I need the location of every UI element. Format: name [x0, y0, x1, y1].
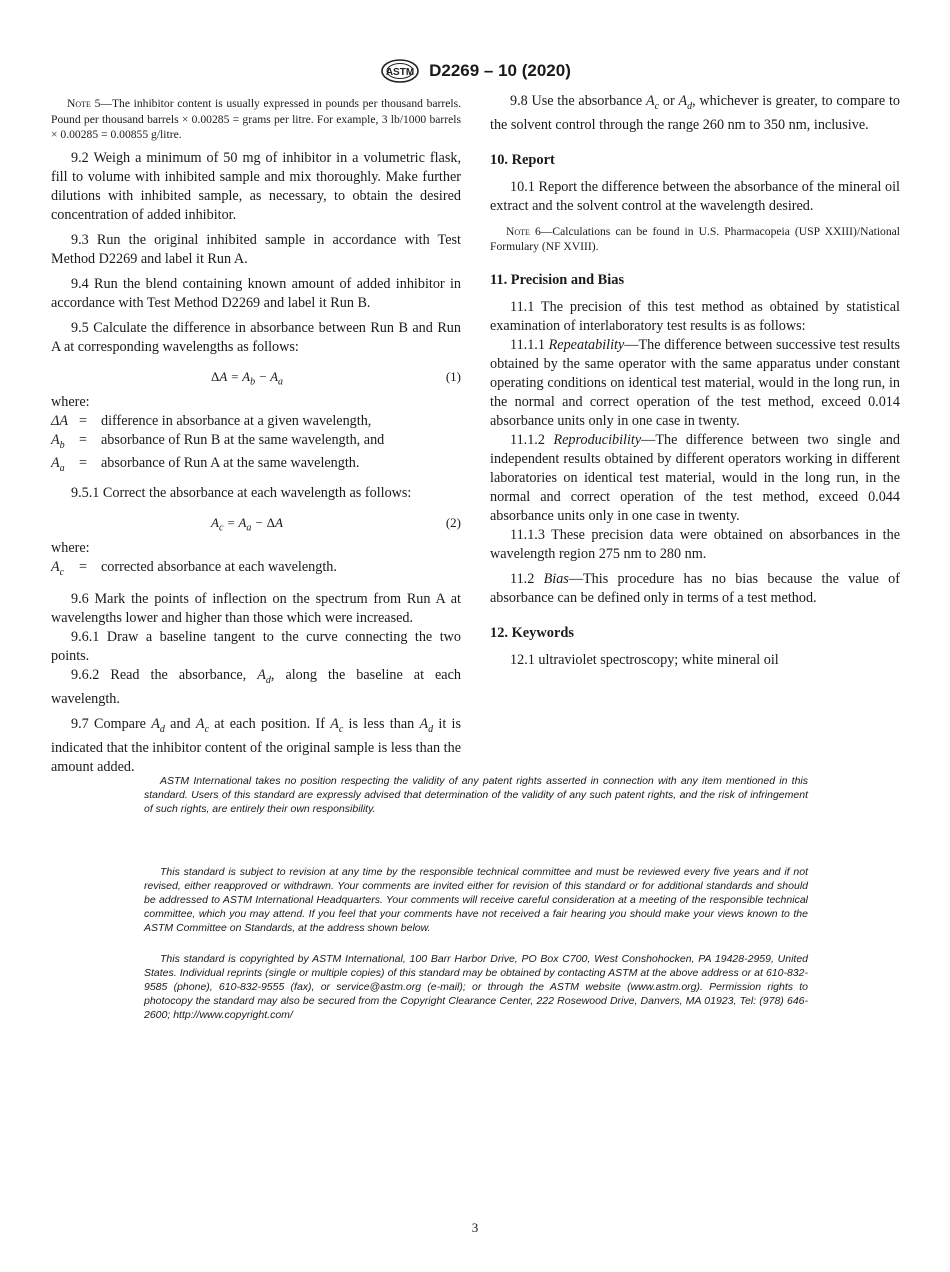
- para-11-1-3: 11.1.3 These precision data were obtained on absorbances in the wavelength region 275 nm to 280 nm.: [490, 526, 900, 562]
- para-12-1: 12.1 ultraviolet spectroscopy; white mineral oil: [510, 651, 779, 668]
- footer-patent-notice: ASTM International takes no position respecting the validity of any patent rights asserted in connection with any item mentioned in this standard. Users of this standard are expressly advised that determination of the validity of any such patent rights, and the risk of infringement of such rights, are entirely their own responsibility.: [144, 775, 808, 815]
- para-9-8: 9.8 Use the absorbance $A_c$ or $A_d$, whichever is greater, to compare to the solvent control through the range 260 nm to 350 nm, inclusive.: [490, 93, 900, 133]
- para-11-1-2: 11.1.2 Reproducibility—The difference between two single and independent results obtained by different operators working in different laboratories on identical test material, would in the long run, in the normal and correct operation of the test method, exceed 0.044 absorbance units only in one case in twenty.: [490, 431, 900, 524]
- where-label-2: where:: [51, 540, 90, 557]
- page-header: [0, 58, 950, 84]
- para-9-3: 9.3 Run the original inhibited sample in accordance with Test Method D2269 and label it Run A.: [51, 231, 461, 267]
- footer-revision-notice: This standard is subject to revision at any time by the responsible technical committee and must be reviewed every five years and if not revised, either reapproved or withdrawn. Your comments are invited either for revision of this standard or for additional standards and should be addressed to ASTM International Headquarters. Your comments will receive careful consideration at a meeting of the responsible technical committee, which you may attend. If you feel that your comments have not received a fair hearing you should make your views known to the ASTM Committee on Standards, at the address shown below.: [144, 866, 808, 934]
- section-heading-report: 10. Report: [490, 151, 555, 168]
- para-9-6-2: 9.6.2 Read the absorbance, $A_d$, along the baseline at each wavelength.: [51, 666, 461, 707]
- equation-1: $\Delta A = A_b - A_a$ (1): [211, 368, 461, 388]
- para-9-5: 9.5 Calculate the difference in absorbance between Run B and Run A at corresponding wavelengths as follows:: [51, 319, 461, 355]
- page-number: 3: [471, 1220, 479, 1235]
- para-9-6-1: 9.6.1 Draw a baseline tangent to the curve connecting the two points.: [51, 628, 461, 664]
- para-11-1: 11.1 The precision of this test method as obtained by statistical examination of interlaboratory test results is as follows:: [490, 298, 900, 334]
- definition-aa: $A_a$ = absorbance of Run A at the same wavelength.: [51, 455, 360, 475]
- para-9-2: 9.2 Weigh a minimum of 50 mg of inhibitor in a volumetric flask, fill to volume with inhibited sample and mix thoroughly. Make further dilutions with inhibited sample, as necessary, to obtain the desired concentration of added inhibitor.: [51, 149, 461, 223]
- para-11-2: 11.2 Bias—This procedure has no bias because the value of absorbance can be defined only in terms of a test method.: [490, 570, 900, 606]
- left-column: [51, 92, 461, 783]
- para-9-6: 9.6 Mark the points of inflection on the spectrum from Run A at wavelengths lower and higher than those which were increased.: [51, 590, 461, 626]
- definition-ac: $A_c$ = corrected absorbance at each wavelength.: [51, 559, 337, 578]
- note-6: Note 6—Calculations can be found in U.S. Pharmacopeia (USP XXIII)/National Formulary (NF XVIII).: [490, 224, 901, 254]
- definition-delta-a: ΔA = difference in absorbance at a given wavelength,: [51, 412, 372, 429]
- svg-text:ASTM: ASTM: [385, 67, 415, 78]
- para-10-1: 10.1 Report the difference between the absorbance of the mineral oil extract and the solvent control at the wavelength desired.: [490, 178, 900, 214]
- astm-logo-icon: [379, 58, 421, 84]
- para-9-4: 9.4 Run the blend containing known amount of added inhibitor in accordance with Test Method D2269 and label it Run B.: [51, 275, 461, 311]
- right-column: [490, 92, 900, 676]
- footer-copyright-notice: This standard is copyrighted by ASTM International, 100 Barr Harbor Drive, PO Box C700, West Conshohocken, PA 19428-2959, United States. Individual reprints (single or multiple copies) of this standard may be obtained by contacting ASTM at the above address or at 610-832-9585 (phone), 610-832-9555 (fax), or service@astm.org (e-mail); or through the ASTM website (www.astm.org). Permission rights to photocopy the standard may also be secured from the Copyright Clearance Center, 222 Rosewood Drive, Danvers, MA 01923, Tel: (978) 646-2600; http://www.copyright.com/: [144, 953, 808, 1021]
- standard-designation: D2269 – 10 (2020): [429, 61, 571, 80]
- section-heading-keywords: 12. Keywords: [490, 624, 574, 641]
- note-5: Note 5—The inhibitor content is usually expressed in pounds per thousand barrels. Pound per thousand barrels × 0.00285 = grams per litre. For example, 3 lb/1000 barrels × 0.00285 = 0.00855 g/litre.: [51, 97, 462, 141]
- definition-ab: $A_b$ = absorbance of Run B at the same wavelength, and: [51, 431, 385, 451]
- equation-2: $A_c = A_a - \Delta A$ (2): [211, 515, 461, 534]
- para-9-5-1: 9.5.1 Correct the absorbance at each wavelength as follows:: [71, 485, 412, 502]
- para-9-7: 9.7 Compare $A_d$ and $A_c$ at each position. If $A_c$ is less than $A_d$ it is indicated that the inhibitor content of the original sample is less than the amount added.: [51, 715, 461, 775]
- where-label: where:: [51, 393, 90, 410]
- para-11-1-1: 11.1.1 Repeatability—The difference between successive test results obtained by the same operator with the same apparatus under constant operating conditions on identical test material, would in the long run, in the normal and correct operation of the test method, exceed 0.014 absorbance units only in one case in twenty.: [490, 336, 900, 429]
- section-heading-precision-bias: 11. Precision and Bias: [490, 271, 625, 288]
